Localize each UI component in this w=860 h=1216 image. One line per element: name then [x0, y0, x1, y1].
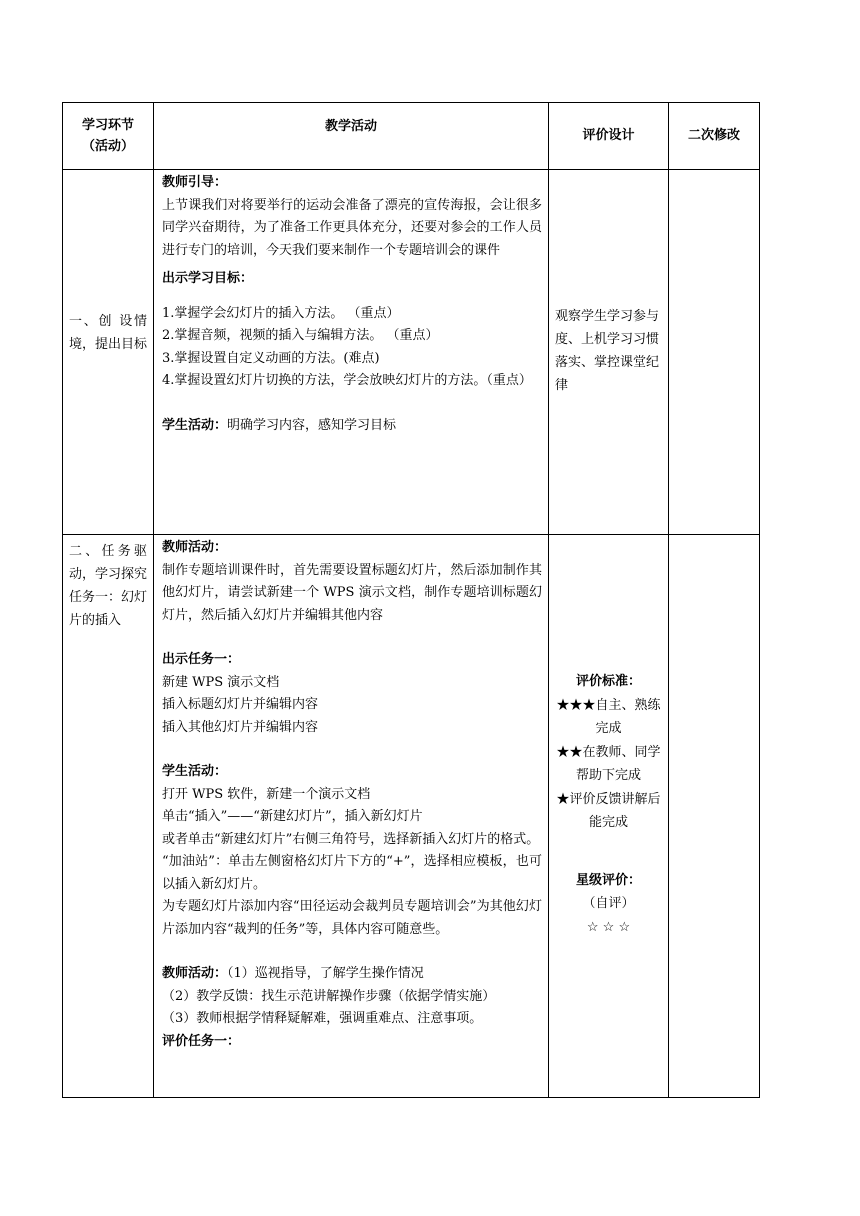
teacher2-first: （1）巡视指导，了解学生操作情况 [227, 966, 424, 981]
teacher2-item: （3）教师根据学情释疑解难，强调重难点、注意事项。 [162, 1011, 483, 1026]
criteria-item: ★评价反馈讲解后能完成 [556, 791, 661, 830]
guide-text: 上节课我们对将要举行的运动会准备了漂亮的宣传海报，会让很多同学兴奋期待，为了准备工作更具体充分，还要对参会的工作人员进行专门的培训，今天我们要来制作一个专题培训会的课件 [162, 197, 542, 258]
table-row [63, 535, 760, 1098]
student-item: 或者单击“新建幻灯片”右侧三角符号，选择新插入幻灯片的格式。 [162, 831, 540, 847]
header-stage-line2: （活动） [81, 139, 134, 154]
criteria-item: ★★★自主、熟练完成 [556, 697, 661, 736]
revision-cell [669, 170, 760, 535]
star-heading: 星级评价： [575, 872, 641, 888]
task-item: 插入其他幻灯片并编辑内容 [162, 719, 319, 735]
student-heading: 学生活动： [162, 417, 228, 433]
header-activity: 教学活动 [154, 103, 549, 170]
teacher2-item: （2）教学反馈：找生示范讲解操作步骤（依据学情实施） [162, 988, 496, 1004]
activity-cell [154, 170, 549, 535]
lesson-plan-table [62, 102, 760, 1098]
goal-item: 1.掌握学会幻灯片的插入方法。 （重点） [162, 305, 400, 321]
student-heading: 学生活动： [162, 764, 228, 779]
stage-cell [63, 535, 154, 1098]
stage-cell: 一、创 设情境，提出目标 [63, 170, 154, 535]
teacher-heading: 教师活动： [162, 540, 228, 555]
criteria-item: ★★在教师、同学帮助下完成 [556, 744, 661, 783]
goal-item: 3.掌握设置自定义动画的方法。(难点) [162, 350, 380, 366]
header-evaluation: 评价设计 [549, 103, 669, 170]
goal-item: 4.掌握设置幻灯片切换的方法，学会放映幻灯片的方法。（重点） [162, 373, 532, 388]
evaluation-cell: 观察学生学习参与度、上机学习习惯落实、掌控课堂纪律 [549, 170, 669, 535]
goal-item: 2.掌握音频，视频的插入与编辑方法。 （重点） [162, 328, 439, 343]
evaluation-cell [549, 535, 669, 1098]
header-revision: 二次修改 [669, 103, 760, 170]
student-item: 单击“插入”——“新建幻灯片”，插入新幻灯片 [162, 809, 423, 824]
criteria-heading: 评价标准： [575, 674, 641, 689]
self-eval-label: （自评） [582, 896, 635, 911]
student-item: 打开 WPS 软件，新建一个演示文档 [162, 786, 371, 802]
task-item: 插入标题幻灯片并编辑内容 [162, 697, 319, 712]
eval-task-heading: 评价任务一： [162, 1033, 241, 1049]
table-row [63, 170, 760, 535]
goals-heading: 出示学习目标： [162, 271, 254, 286]
student-item: 为专题幻灯片添加内容“田径运动会裁判员专题培训会”为其他幻灯片添加内容“裁判的任务”等，具体内容可随意些。 [162, 899, 542, 937]
teacher2-heading: 教师活动： [162, 966, 228, 981]
revision-cell [669, 535, 760, 1098]
star-rating-icons: ☆ ☆ ☆ [586, 919, 631, 935]
activity-cell [154, 535, 549, 1098]
task-item: 新建 WPS 演示文档 [162, 674, 280, 690]
teacher-text: 制作专题培训课件时，首先需要设置标题幻灯片，然后添加制作其他幻灯片，请尝试新建一个 WPS 演示文档，制作专题培训标题幻灯片，然后插入幻灯片并编辑其他内容 [162, 562, 542, 623]
header-stage [63, 103, 154, 170]
student-item: “加油站”：单击左侧窗格幻灯片下方的“+”，选择相应模板，也可以插入新幻灯片。 [162, 854, 542, 892]
student-text: 明确学习内容，感知学习目标 [227, 417, 397, 433]
table-header-row [63, 103, 760, 170]
stage-text: 二、任务驱动，学习探究 任务一：幻灯片的插入 [69, 544, 148, 628]
guide-heading: 教师引导： [162, 175, 228, 190]
header-stage-line1: 学习环节 [81, 118, 134, 133]
task-heading: 出示任务一： [162, 652, 241, 667]
